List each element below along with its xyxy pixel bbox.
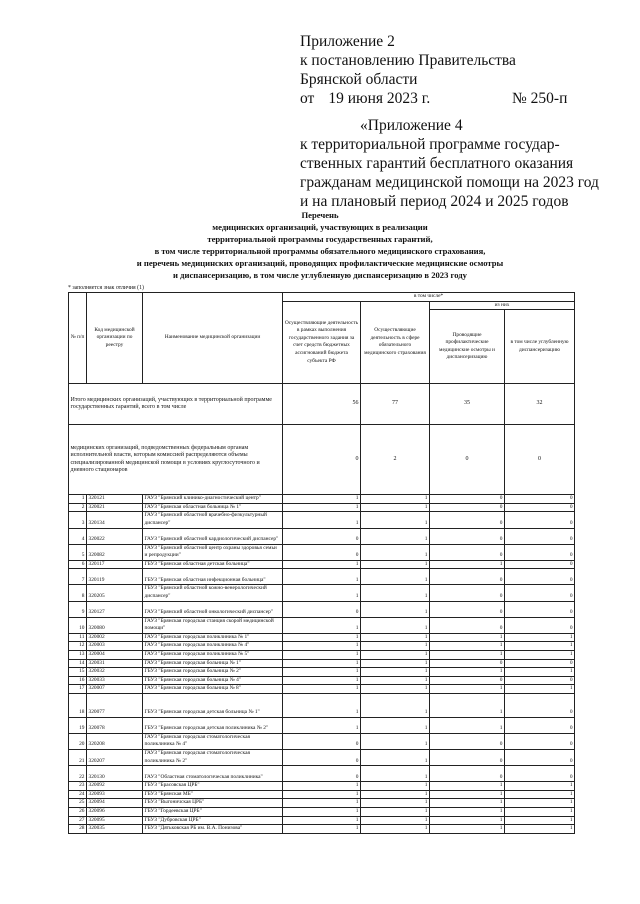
row-budget: 1 bbox=[283, 782, 361, 791]
total-label: Итого медицинских организаций, участвующих в территориальной программе государственных гарантий, всего в том числе bbox=[69, 384, 283, 425]
row-budget: 1 bbox=[283, 659, 361, 668]
table-row bbox=[69, 825, 575, 834]
row-number: 20 bbox=[69, 733, 87, 749]
row-prophylactic: 1 bbox=[430, 799, 505, 808]
table-row bbox=[69, 676, 575, 685]
row-prophylactic: 1 bbox=[430, 693, 505, 717]
col-header-code: Код медицинской организации по реестру bbox=[87, 293, 143, 384]
row-number: 25 bbox=[69, 799, 87, 808]
row-number: 8 bbox=[69, 585, 87, 601]
col-header-including: в том числе* bbox=[283, 293, 575, 302]
row-oms: 1 bbox=[361, 617, 430, 633]
row-number: 4 bbox=[69, 528, 87, 544]
row-number: 24 bbox=[69, 790, 87, 799]
row-code: 320134 bbox=[87, 512, 143, 528]
row-code: 320003 bbox=[87, 642, 143, 651]
row-number: 16 bbox=[69, 676, 87, 685]
row-oms: 1 bbox=[361, 601, 430, 617]
row-deep: 1 bbox=[505, 642, 575, 651]
row-deep: 0 bbox=[505, 659, 575, 668]
row-number: 22 bbox=[69, 766, 87, 782]
row-name: ГАУЗ "Брянская городская стоматологическая поликлиника № 4" bbox=[143, 733, 283, 749]
table-row bbox=[69, 659, 575, 668]
row-budget: 1 bbox=[283, 808, 361, 817]
row-oms: 1 bbox=[361, 766, 430, 782]
row-oms: 1 bbox=[361, 659, 430, 668]
row-deep: 0 bbox=[505, 544, 575, 560]
row-budget: 0 bbox=[283, 766, 361, 782]
row-deep: 0 bbox=[505, 528, 575, 544]
row-prophylactic: 0 bbox=[430, 544, 505, 560]
row-deep: 0 bbox=[505, 560, 575, 569]
row-name: ГАУЗ "Брянский областной центр охраны здоровья семьи и репродукции" bbox=[143, 544, 283, 560]
row-name: ГАУЗ "Брянский областной врачебно-физкультурный диспансер" bbox=[143, 512, 283, 528]
row-oms: 1 bbox=[361, 693, 430, 717]
row-budget: 1 bbox=[283, 585, 361, 601]
row-deep: 1 bbox=[505, 790, 575, 799]
row-deep: 0 bbox=[505, 733, 575, 749]
row-name: ГБУЗ "Брасовская ЦРБ" bbox=[143, 782, 283, 791]
row-oms: 1 bbox=[361, 733, 430, 749]
row-name: ГАУЗ "Брянская городская стоматологическая поликлиника № 2" bbox=[143, 750, 283, 766]
row-prophylactic: 1 bbox=[430, 816, 505, 825]
row-number: 1 bbox=[69, 495, 87, 504]
row-name: ГАУЗ "Брянский клинико-диагностический центр" bbox=[143, 495, 283, 504]
table-row bbox=[69, 668, 575, 677]
row-name: ГАУЗ "Областная стоматологическая поликлиника" bbox=[143, 766, 283, 782]
row-name: ГБУЗ "Брянская городская детская поликлиника № 2" bbox=[143, 717, 283, 733]
row-code: 320121 bbox=[87, 495, 143, 504]
table-row bbox=[69, 495, 575, 504]
row-code: 320078 bbox=[87, 717, 143, 733]
federal-budget: 0 bbox=[283, 425, 361, 495]
row-oms: 1 bbox=[361, 495, 430, 504]
row-prophylactic: 0 bbox=[430, 601, 505, 617]
row-deep: 1 bbox=[505, 816, 575, 825]
row-name: ГБУЗ "Брянская городская больница № 4" bbox=[143, 676, 283, 685]
table-row bbox=[69, 685, 575, 694]
row-prophylactic: 0 bbox=[430, 512, 505, 528]
row-number: 21 bbox=[69, 750, 87, 766]
row-code: 320080 bbox=[87, 617, 143, 633]
col-header-number: № п/п bbox=[69, 293, 87, 384]
row-number: 3 bbox=[69, 512, 87, 528]
row-code: 320082 bbox=[87, 544, 143, 560]
row-prophylactic: 0 bbox=[430, 495, 505, 504]
row-oms: 1 bbox=[361, 560, 430, 569]
table-row bbox=[69, 633, 575, 642]
row-oms: 1 bbox=[361, 569, 430, 585]
row-prophylactic: 1 bbox=[430, 650, 505, 659]
row-budget: 1 bbox=[283, 617, 361, 633]
table-row bbox=[69, 816, 575, 825]
row-name: ГАУЗ "Брянский областной онкологический диспансер" bbox=[143, 601, 283, 617]
row-deep: 0 bbox=[505, 717, 575, 733]
title-line-2: медицинских организаций, участвующих в реализации bbox=[212, 222, 428, 232]
header-line-3: Брянской области bbox=[300, 71, 418, 88]
row-number: 10 bbox=[69, 617, 87, 633]
row-budget: 0 bbox=[283, 544, 361, 560]
table-row bbox=[69, 585, 575, 601]
row-code: 320002 bbox=[87, 633, 143, 642]
row-budget: 0 bbox=[283, 528, 361, 544]
row-prophylactic: 0 bbox=[430, 733, 505, 749]
header-line-1: Приложение 2 bbox=[300, 33, 395, 50]
row-code: 320096 bbox=[87, 808, 143, 817]
row-prophylactic: 0 bbox=[430, 569, 505, 585]
row-budget: 1 bbox=[283, 512, 361, 528]
table-row bbox=[69, 693, 575, 717]
table-row bbox=[69, 642, 575, 651]
row-name: ГБУЗ "Выгоничская ЦРБ" bbox=[143, 799, 283, 808]
row-name: ГБУЗ "Брянская МБ" bbox=[143, 790, 283, 799]
row-number: 18 bbox=[69, 693, 87, 717]
row-name: ГБУЗ "Брянский областной кожно-венерологический диспансер" bbox=[143, 585, 283, 601]
table-row bbox=[69, 733, 575, 749]
federal-label: медицинских организаций, подведомственных федеральным органам исполнительной власти, которым комиссией распределяются объемы специализированной медицинской помощи в условиях круглосуточного и дневного стационаров bbox=[69, 425, 283, 495]
row-name: ГАУЗ "Брянская городская больница № 1" bbox=[143, 659, 283, 668]
table-row bbox=[69, 782, 575, 791]
row-code: 320032 bbox=[87, 668, 143, 677]
col-header-name: Наименование медицинской организации bbox=[143, 293, 283, 384]
row-oms: 1 bbox=[361, 717, 430, 733]
row-code: 320021 bbox=[87, 503, 143, 512]
row-oms: 1 bbox=[361, 750, 430, 766]
row-number: 14 bbox=[69, 659, 87, 668]
row-code: 320095 bbox=[87, 816, 143, 825]
table-row bbox=[69, 544, 575, 560]
row-name: ГБУЗ "Брянская городская детская больница № 1" bbox=[143, 693, 283, 717]
row-prophylactic: 0 bbox=[430, 766, 505, 782]
table-row bbox=[69, 790, 575, 799]
row-budget: 1 bbox=[283, 685, 361, 694]
appendix-4-header bbox=[300, 116, 599, 211]
organizations-table bbox=[68, 292, 575, 834]
table-row bbox=[69, 617, 575, 633]
row-number: 13 bbox=[69, 650, 87, 659]
row-prophylactic: 1 bbox=[430, 685, 505, 694]
row-deep: 0 bbox=[505, 503, 575, 512]
row-prophylactic: 1 bbox=[430, 560, 505, 569]
table-row bbox=[69, 512, 575, 528]
row-code: 320031 bbox=[87, 659, 143, 668]
row-oms: 1 bbox=[361, 676, 430, 685]
row-oms: 1 bbox=[361, 825, 430, 834]
title-line-1: Перечень bbox=[301, 210, 339, 220]
table-row bbox=[69, 717, 575, 733]
row-deep: 0 bbox=[505, 617, 575, 633]
row-oms: 1 bbox=[361, 650, 430, 659]
row-prophylactic: 1 bbox=[430, 633, 505, 642]
row-number: 28 bbox=[69, 825, 87, 834]
row-budget: 1 bbox=[283, 717, 361, 733]
header-number: № 250-п bbox=[512, 90, 568, 107]
appendix-4-line-4: гражданам медицинской помощи на 2023 год bbox=[300, 174, 599, 191]
table-row bbox=[69, 528, 575, 544]
row-number: 17 bbox=[69, 685, 87, 694]
row-deep: 0 bbox=[505, 569, 575, 585]
row-prophylactic: 1 bbox=[430, 825, 505, 834]
row-deep: 0 bbox=[505, 750, 575, 766]
row-prophylactic: 1 bbox=[430, 642, 505, 651]
row-deep: 1 bbox=[505, 799, 575, 808]
appendix-4-line-5: и на плановый период 2024 и 2025 годов bbox=[300, 193, 569, 210]
row-budget: 1 bbox=[283, 633, 361, 642]
appendix-4-line-2: к территориальной программе государ- bbox=[300, 136, 560, 153]
table-note: * заполняется знак отличия (1) bbox=[68, 285, 144, 291]
row-deep: 0 bbox=[505, 601, 575, 617]
row-oms: 1 bbox=[361, 503, 430, 512]
row-code: 320004 bbox=[87, 650, 143, 659]
row-prophylactic: 1 bbox=[430, 668, 505, 677]
row-number: 6 bbox=[69, 560, 87, 569]
row-prophylactic: 1 bbox=[430, 790, 505, 799]
row-code: 320127 bbox=[87, 601, 143, 617]
row-prophylactic: 1 bbox=[430, 782, 505, 791]
row-oms: 1 bbox=[361, 816, 430, 825]
row-prophylactic: 0 bbox=[430, 676, 505, 685]
row-budget: 1 bbox=[283, 816, 361, 825]
row-deep: 0 bbox=[505, 495, 575, 504]
federal-prophylactic: 0 bbox=[430, 425, 505, 495]
row-name: ГАУЗ "Брянская городская станция скорой медицинской помощи" bbox=[143, 617, 283, 633]
table-row bbox=[69, 799, 575, 808]
federal-deep: 0 bbox=[505, 425, 575, 495]
row-name: ГБУЗ "Дятьковская РБ им. В.А. Понизова" bbox=[143, 825, 283, 834]
row-code: 320077 bbox=[87, 693, 143, 717]
row-deep: 0 bbox=[505, 585, 575, 601]
row-deep: 1 bbox=[505, 685, 575, 694]
row-name: ГАУЗ "Брянская городская поликлиника № 1" bbox=[143, 633, 283, 642]
row-prophylactic: 1 bbox=[430, 808, 505, 817]
row-code: 320022 bbox=[87, 528, 143, 544]
row-prophylactic: 0 bbox=[430, 585, 505, 601]
total-prophylactic: 35 bbox=[430, 384, 505, 425]
total-budget: 56 bbox=[283, 384, 361, 425]
row-deep: 0 bbox=[505, 676, 575, 685]
row-number: 12 bbox=[69, 642, 87, 651]
row-code: 320092 bbox=[87, 782, 143, 791]
row-budget: 1 bbox=[283, 560, 361, 569]
row-name: ГБУЗ "Гордеевская ЦРБ" bbox=[143, 808, 283, 817]
row-number: 19 bbox=[69, 717, 87, 733]
col-header-deep: в том числе углубленную диспансеризацию bbox=[505, 310, 575, 384]
row-deep: 1 bbox=[505, 808, 575, 817]
header-from: от bbox=[300, 90, 315, 107]
row-budget: 0 bbox=[283, 750, 361, 766]
row-oms: 1 bbox=[361, 633, 430, 642]
row-code: 320035 bbox=[87, 825, 143, 834]
total-oms: 77 bbox=[361, 384, 430, 425]
row-name: ГБУЗ "Брянская областная инфекционная больница" bbox=[143, 569, 283, 585]
row-number: 9 bbox=[69, 601, 87, 617]
appendix-4-line-1: «Приложение 4 bbox=[360, 117, 463, 134]
title-line-5: и перечень медицинских организаций, проводящих профилактические медицинские осмотры bbox=[136, 258, 504, 268]
row-code: 320208 bbox=[87, 733, 143, 749]
list-title bbox=[60, 209, 580, 281]
row-code: 320130 bbox=[87, 766, 143, 782]
table-row bbox=[69, 750, 575, 766]
row-oms: 1 bbox=[361, 642, 430, 651]
row-oms: 1 bbox=[361, 585, 430, 601]
table-row bbox=[69, 569, 575, 585]
col-header-oms: Осуществляющие деятельность в сфере обязательного медицинского страхования bbox=[361, 301, 430, 384]
table-row bbox=[69, 650, 575, 659]
row-budget: 1 bbox=[283, 799, 361, 808]
row-name: ГБУЗ "Дубровская ЦРБ" bbox=[143, 816, 283, 825]
title-line-4: в том числе территориальной программы обязательного медицинского страхования, bbox=[154, 246, 486, 256]
row-number: 27 bbox=[69, 816, 87, 825]
row-number: 7 bbox=[69, 569, 87, 585]
row-deep: 1 bbox=[505, 825, 575, 834]
row-budget: 1 bbox=[283, 790, 361, 799]
table-row bbox=[69, 503, 575, 512]
row-budget: 1 bbox=[283, 650, 361, 659]
row-name: ГБУЗ "Брянская областная детская больница" bbox=[143, 560, 283, 569]
federal-oms: 2 bbox=[361, 425, 430, 495]
row-name: ГАУЗ "Брянская городская поликлиника № 5" bbox=[143, 650, 283, 659]
row-deep: 0 bbox=[505, 512, 575, 528]
row-number: 11 bbox=[69, 633, 87, 642]
header-date: 19 июня 2023 г. bbox=[328, 90, 431, 107]
row-budget: 1 bbox=[283, 503, 361, 512]
row-oms: 1 bbox=[361, 544, 430, 560]
col-header-budget: Осуществляющие деятельность в рамках выполнения государственного задания за счет средств бюджетных ассигнований бюджета субъекта РФ bbox=[283, 301, 361, 384]
row-code: 320033 bbox=[87, 676, 143, 685]
appendix-4-line-3: ственных гарантий бесплатного оказания bbox=[300, 155, 574, 172]
row-name: ГАУЗ "Брянская городская поликлиника № 4" bbox=[143, 642, 283, 651]
row-prophylactic: 0 bbox=[430, 750, 505, 766]
row-prophylactic: 1 bbox=[430, 717, 505, 733]
row-prophylactic: 0 bbox=[430, 528, 505, 544]
title-line-3: территориальной программы государственных гарантий, bbox=[207, 234, 433, 244]
row-code: 320207 bbox=[87, 750, 143, 766]
row-budget: 1 bbox=[283, 668, 361, 677]
row-budget: 1 bbox=[283, 495, 361, 504]
row-oms: 1 bbox=[361, 782, 430, 791]
row-prophylactic: 0 bbox=[430, 659, 505, 668]
row-code: 320119 bbox=[87, 569, 143, 585]
row-deep: 1 bbox=[505, 782, 575, 791]
row-budget: 1 bbox=[283, 676, 361, 685]
row-oms: 1 bbox=[361, 512, 430, 528]
row-name: ГАУЗ "Брянская областная больница № 1" bbox=[143, 503, 283, 512]
row-budget: 1 bbox=[283, 693, 361, 717]
decree-header bbox=[300, 32, 568, 108]
row-budget: 0 bbox=[283, 601, 361, 617]
row-name: ГБУЗ "Брянская городская больница № 2" bbox=[143, 668, 283, 677]
total-row bbox=[69, 384, 575, 425]
row-prophylactic: 0 bbox=[430, 503, 505, 512]
col-header-prophylactic: Проводящие профилактические медицинские осмотры и диспансеризацию bbox=[430, 310, 505, 384]
row-budget: 0 bbox=[283, 733, 361, 749]
row-code: 320117 bbox=[87, 560, 143, 569]
total-deep: 32 bbox=[505, 384, 575, 425]
row-oms: 1 bbox=[361, 790, 430, 799]
table-row bbox=[69, 601, 575, 617]
row-name: ГАУЗ "Брянская городская больница № 8" bbox=[143, 685, 283, 694]
title-line-6: и диспансеризацию, в том числе углубленную диспансеризацию в 2023 году bbox=[173, 270, 467, 280]
row-code: 320205 bbox=[87, 585, 143, 601]
table-row bbox=[69, 766, 575, 782]
row-number: 23 bbox=[69, 782, 87, 791]
table-row bbox=[69, 808, 575, 817]
row-code: 320094 bbox=[87, 799, 143, 808]
row-number: 26 bbox=[69, 808, 87, 817]
row-deep: 1 bbox=[505, 650, 575, 659]
table-row bbox=[69, 560, 575, 569]
row-deep: 0 bbox=[505, 766, 575, 782]
row-oms: 1 bbox=[361, 685, 430, 694]
row-deep: 1 bbox=[505, 668, 575, 677]
row-code: 320093 bbox=[87, 790, 143, 799]
col-header-of-them: из них bbox=[430, 301, 575, 310]
header-line-2: к постановлению Правительства bbox=[300, 52, 516, 69]
row-prophylactic: 0 bbox=[430, 617, 505, 633]
row-number: 2 bbox=[69, 503, 87, 512]
row-deep: 0 bbox=[505, 693, 575, 717]
row-code: 320007 bbox=[87, 685, 143, 694]
row-oms: 1 bbox=[361, 668, 430, 677]
row-number: 5 bbox=[69, 544, 87, 560]
row-oms: 1 bbox=[361, 808, 430, 817]
row-oms: 1 bbox=[361, 799, 430, 808]
row-name: ГАУЗ "Брянский областной кардиологический диспансер" bbox=[143, 528, 283, 544]
header-date-line bbox=[300, 89, 568, 108]
row-budget: 1 bbox=[283, 642, 361, 651]
federal-row bbox=[69, 425, 575, 495]
row-deep: 1 bbox=[505, 633, 575, 642]
row-budget: 1 bbox=[283, 569, 361, 585]
row-number: 15 bbox=[69, 668, 87, 677]
row-budget: 1 bbox=[283, 825, 361, 834]
row-oms: 1 bbox=[361, 528, 430, 544]
